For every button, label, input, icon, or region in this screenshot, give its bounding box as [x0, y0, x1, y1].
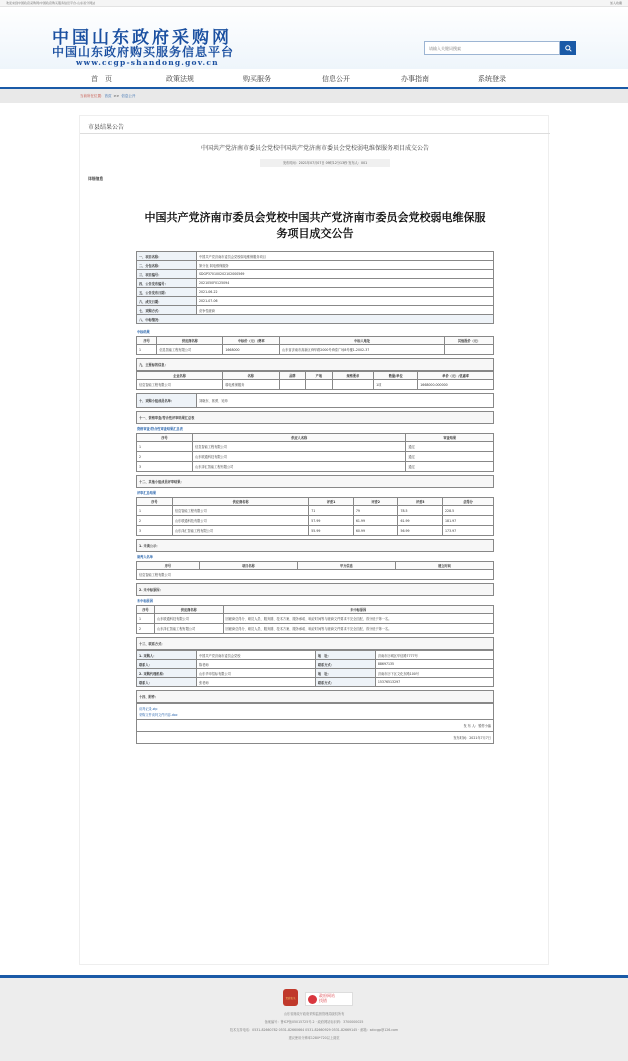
cell: 2 [137, 624, 155, 634]
cell: 通过 [406, 452, 494, 462]
kv-value: 中国共产党济南市委员会党校 [197, 651, 316, 660]
th: 甲方信息 [297, 562, 395, 570]
cell: 228.5 [443, 506, 494, 516]
cell: 山东联通科技有限公司 [155, 614, 224, 624]
th: 项目名称 [199, 562, 297, 570]
kv-key: 联系方式： [315, 660, 375, 669]
table-row [137, 506, 494, 516]
footer [0, 978, 628, 1061]
cell: 山东联通科技有限公司 [172, 516, 308, 526]
team-table [136, 393, 494, 408]
th: 未中标原因 [223, 606, 493, 614]
th: 评委1 [309, 498, 354, 506]
divider [80, 133, 550, 134]
contact-table [136, 650, 494, 687]
gov-site-error-badge[interactable] [305, 992, 353, 1006]
th: 序号 [137, 498, 173, 506]
kv-key: 一、项目名称： [137, 252, 197, 261]
section-heading: 十三、联系方式： [136, 637, 494, 650]
th: 供应商名称 [155, 606, 224, 614]
nav-info[interactable]: 信息公开 [322, 75, 350, 83]
logo-line1: 中国山东政府采购网 [52, 28, 232, 48]
footer-resolution: 建议使用分辨率1280*720以上浏览 [288, 1036, 340, 1040]
section-heading: 九、主要标的信息： [136, 358, 494, 371]
th: 序号 [137, 434, 193, 442]
table-row [137, 526, 494, 536]
th: 供应商名称 [157, 337, 223, 345]
th: 总得分 [443, 498, 494, 506]
winner-table [136, 336, 494, 355]
footer-support: 技术支持电话：0531-82660782 0531-82660664 0531-82660929 0531-82669145 · 邮箱：sdccgp@126.com [229, 1028, 399, 1032]
logo-url: www.ccgp-shandong.gov.cn [76, 58, 219, 67]
table-row [137, 462, 494, 472]
kv-key: 地 址： [315, 669, 375, 678]
cell: 信息智能工程有限公司 [157, 345, 223, 355]
cell: 山东省济南市高新区舜华路2000号舜泰广场8号楼1-2002-37 [280, 345, 445, 355]
footer-copyright: 山东省财政厅政府采购监督管理局版权所有 [283, 1012, 345, 1016]
cell: 181.97 [443, 516, 494, 526]
cell: 60.99 [353, 526, 398, 536]
publish-info: 发布时间：2021年07月07日 09时12分13秒 发布人：001 [260, 159, 390, 167]
th: 供应人名称 [193, 434, 406, 442]
table-row [137, 516, 494, 526]
th: 单价（元）/优惠率 [418, 372, 494, 380]
kv-value: 88697135 [375, 660, 493, 669]
lost-subtitle: 未中标原因 [137, 599, 153, 603]
cell: 1 [137, 506, 173, 516]
table-row [137, 570, 494, 580]
table-row [137, 380, 494, 390]
table-row [137, 345, 494, 355]
th: 评委3 [398, 498, 443, 506]
basic-info-table [136, 251, 494, 324]
cell: 山东泽汇智能工程有限公司 [193, 462, 406, 472]
breadcrumb-label: 当前所在位置： [80, 93, 105, 98]
invite-table [136, 561, 494, 580]
table-row [137, 614, 494, 624]
cell: 山东泽汇智能工程有限公司 [172, 526, 308, 536]
section-heading: 十一、资格审查/符合性评审结果汇总表 [136, 411, 494, 424]
th: 建立时间 [395, 562, 493, 570]
cell: 56.99 [398, 526, 443, 536]
kv-key: 联系人： [137, 660, 197, 669]
kv-key: 六、成交日期： [137, 297, 197, 306]
detail-label: 详细信息 [88, 176, 104, 181]
logo-line2: 中国山东政府购买服务信息平台 [52, 45, 235, 59]
cell: 55.99 [309, 526, 354, 536]
review-table [136, 433, 494, 472]
cell: 173.97 [443, 526, 494, 536]
th: 产地 [306, 372, 333, 380]
document-title: 中国共产党济南市委员会党校中国共产党济南市委员会党校弱电维保服务项目成交公告 [144, 211, 486, 240]
search-input[interactable] [424, 41, 560, 55]
section-heading: 2. 未中标原因： [136, 583, 494, 596]
cell: 1项 [374, 380, 418, 390]
header [0, 7, 628, 69]
search-box [424, 41, 576, 55]
th: 其他报价（元） [445, 337, 494, 345]
kv-value: 山东华申招标有限公司 [197, 669, 316, 678]
nav-home[interactable]: 首 页 [91, 75, 112, 83]
attachment-link[interactable]: 采购文件谈判文件内容.doc [139, 712, 178, 717]
cell [279, 380, 306, 390]
cell: 信息智能工程有限公司 [137, 380, 223, 390]
cell: 2 [137, 516, 173, 526]
th: 品牌 [279, 372, 306, 380]
kv-key: 四、公告发布编号： [137, 279, 197, 288]
breadcrumb-current[interactable]: 信息公开 [121, 93, 136, 98]
section-heading: 十二、其他小组成员评审结果： [136, 475, 494, 488]
cell: 57.99 [309, 516, 354, 526]
cell: 因磋商总得分、职员人员、服务期、技术方案、服务承诺、响应时间等与磋商文件要求不完全匹配，得分低于第一名。 [223, 614, 493, 624]
kv-key: 2. 采购代理机构： [137, 669, 197, 678]
nav-services[interactable]: 购买服务 [243, 75, 271, 83]
publisher-sign: 发 布 人：暂停小编 [137, 720, 494, 732]
badge-line2: 找错 [319, 998, 327, 1003]
kv-value: 2021050F0125094 [197, 279, 494, 288]
breadcrumb-sep: >> [113, 94, 120, 98]
kv-key: 1. 采购人： [137, 651, 197, 660]
kv-value: 第分包 弱电维保服务 [197, 261, 494, 270]
kv-value: 刘晓东、郭勇、吴帅 [197, 394, 494, 408]
th: 名称 [223, 372, 279, 380]
kv-value: 济南市历城区华信路7777号 [375, 651, 493, 660]
kv-key: 地 址： [315, 651, 375, 660]
th: 序号 [137, 562, 200, 570]
score-table [136, 497, 494, 536]
main-nav [0, 69, 628, 89]
attachments-table [136, 703, 494, 744]
kv-value: 中国共产党济南市委员会党校弱电维保服务项目 [197, 252, 494, 261]
add-favorite-link[interactable]: 加入收藏 [609, 1, 622, 5]
publish-date-sign: 发布时间：2021年7月7日 [137, 732, 494, 744]
kv-value: SDGP370100202102000569 [197, 270, 494, 279]
content-panel [79, 115, 549, 965]
cell: 因磋商总得分、职员人员、服务期、技术方案、服务承诺、响应时间等与磋商文件要求不完全匹配，得分低于第一名。 [223, 624, 493, 634]
cell: 通过 [406, 442, 494, 452]
th: 审查结果 [406, 434, 494, 442]
th: 数量/单位 [374, 372, 418, 380]
breadcrumb [0, 89, 628, 103]
cell: 山东联通科技有限公司 [193, 452, 406, 462]
cell: 61.99 [353, 516, 398, 526]
kv-key: 十、采购小组成员名单： [137, 394, 197, 408]
kv-key: 三、项目编号： [137, 270, 197, 279]
section-title: 市县结果公告 [88, 124, 125, 131]
cell: 1668000 [223, 345, 280, 355]
kv-key: 联系方式： [315, 678, 375, 687]
items-table [136, 371, 494, 390]
kv-value: 2021-07-06 [197, 297, 494, 306]
th: 中标价（元）/费率 [223, 337, 280, 345]
th: 企业名称 [137, 372, 223, 380]
cell: 79 [353, 506, 398, 516]
top-bar [0, 0, 628, 7]
notice-title: 中国共产党济南市委员会党校中国共产党济南市委员会党校弱电维保服务项目成交公告 [200, 145, 429, 152]
report-icon [308, 995, 317, 1004]
kv-key: 七、采购方式： [137, 306, 197, 315]
cell: 信息智能工程有限公司 [137, 570, 494, 580]
cell: 2 [137, 452, 193, 462]
kv-value: 济南市历下区文化东路100号 [375, 669, 493, 678]
breadcrumb-home[interactable]: 首页 [104, 93, 112, 98]
nav-policy[interactable]: 政策法规 [166, 75, 194, 83]
kv-value: 张老师 [197, 678, 316, 687]
table-row [137, 624, 494, 634]
site-logo[interactable] [52, 28, 235, 67]
search-icon [565, 45, 572, 52]
cell: 弱电维保服务 [223, 380, 279, 390]
lost-table [136, 605, 494, 634]
cell [332, 380, 373, 390]
kv-key: 联系人： [137, 678, 197, 687]
th: 规格要求 [332, 372, 373, 380]
th: 供应商名称 [172, 498, 308, 506]
cell: 3 [137, 462, 193, 472]
invite-subtitle: 谈判人名单 [137, 555, 153, 559]
welcome-text: 欢迎来到中国政府采购网/中国政府购买服务信息平台-山东省分网站 [6, 1, 96, 5]
table-row [137, 452, 494, 462]
kv-value: 竞争性磋商 [197, 306, 494, 315]
cell: 1 [137, 614, 155, 624]
th: 序号 [137, 606, 155, 614]
badge-line1: 政府网站 [319, 993, 335, 999]
kv-key: 二、分包名称： [137, 261, 197, 270]
section-heading: 十四、附件： [136, 690, 494, 703]
cell: 信息智能工程有限公司 [193, 442, 406, 452]
cell: 78.5 [398, 506, 443, 516]
table-row [137, 442, 494, 452]
cell: 通过 [406, 462, 494, 472]
section-heading: 八、中标情况： [137, 315, 494, 324]
th: 评委2 [353, 498, 398, 506]
cell: 1 [137, 442, 193, 452]
score-subtitle: 评审汇总结果 [137, 491, 157, 495]
cell: 3 [137, 526, 173, 536]
review-subtitle: 资格审查/符合性审查结果汇总表 [137, 427, 183, 431]
footer-icp: 备案编号：鲁ICP备05015725号-2 · 政府网站标识码：3700000025 [264, 1020, 364, 1024]
kv-value: 陈老师 [197, 660, 316, 669]
party-gov-emblem-icon[interactable] [283, 989, 298, 1006]
cell: 山东泽汇智能工程有限公司 [155, 624, 224, 634]
cell: 1668000.000000 [418, 380, 494, 390]
cell: 信息智能工程有限公司 [172, 506, 308, 516]
nav-login[interactable]: 系统登录 [478, 75, 506, 83]
cell [306, 380, 333, 390]
cell: 71 [309, 506, 354, 516]
nav-guide[interactable]: 办事指南 [401, 75, 429, 83]
kv-value: 15376513297 [375, 678, 493, 687]
search-button[interactable] [560, 41, 576, 55]
cell: 61.99 [398, 516, 443, 526]
kv-key: 五、公告发布日期： [137, 288, 197, 297]
winner-subtitle: 中标结果 [137, 330, 150, 334]
th: 中标人地址 [280, 337, 445, 345]
notice-document [136, 251, 494, 744]
badge-label: 党政机关 [285, 997, 296, 1000]
kv-value: 2021-06-22 [197, 288, 494, 297]
cell: 1 [137, 345, 157, 355]
section-heading: 1. 未谈公示： [136, 539, 494, 552]
cell [445, 345, 494, 355]
attachment-link[interactable]: 谈判记录.zip [139, 706, 158, 711]
th: 序号 [137, 337, 157, 345]
